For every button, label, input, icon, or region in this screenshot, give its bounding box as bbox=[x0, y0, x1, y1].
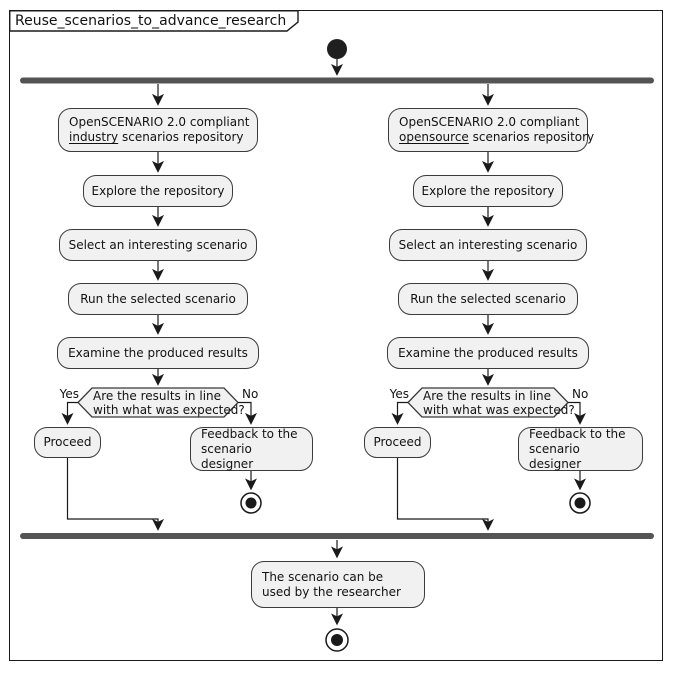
left-flow-final-node bbox=[241, 493, 261, 513]
frame-title: Reuse_scenarios_to_advance_research bbox=[15, 13, 287, 29]
decision-right-label: Are the results in line with what was expected? bbox=[423, 389, 575, 417]
activity-right-proceed: Proceed bbox=[364, 427, 431, 458]
left-yes-label: Yes bbox=[59, 387, 79, 401]
underlined-opensource: opensource bbox=[399, 130, 469, 144]
activity-left-run: Run the selected scenario bbox=[68, 283, 248, 315]
right-yes-label: Yes bbox=[389, 387, 409, 401]
right-flow-final-node bbox=[570, 493, 590, 513]
activity-opensource-repository bbox=[388, 108, 595, 152]
activity-right-run: Run the selected scenario bbox=[398, 283, 578, 315]
activity-right-feedback: Feedback to the scenario designer bbox=[518, 427, 643, 471]
decision-left-label: Are the results in line with what was expected? bbox=[93, 389, 245, 417]
activity-opensource-repository-text: OpenSCENARIO 2.0 compliant opensource scenarios repository bbox=[399, 115, 595, 144]
activity-final-result: The scenario can be used by the researcher bbox=[251, 561, 425, 608]
fork-bar bbox=[20, 78, 654, 84]
underlined-industry: industry bbox=[69, 130, 119, 144]
edge-left-yes-to-proceed bbox=[68, 403, 79, 423]
start-node bbox=[327, 39, 347, 59]
activity-right-select: Select an interesting scenario bbox=[389, 229, 587, 261]
join-bar bbox=[20, 533, 654, 539]
edge-right-proceed-to-join bbox=[398, 458, 489, 529]
edge-left-proceed-to-join bbox=[68, 458, 159, 529]
activity-left-proceed: Proceed bbox=[34, 427, 101, 458]
activity-left-select: Select an interesting scenario bbox=[59, 229, 257, 261]
activity-final-node bbox=[326, 629, 348, 651]
right-no-label: No bbox=[572, 387, 589, 401]
activity-right-explore: Explore the repository bbox=[413, 175, 563, 207]
activity-industry-repository bbox=[58, 108, 258, 152]
activity-left-explore: Explore the repository bbox=[83, 175, 233, 207]
activity-left-examine: Examine the produced results bbox=[57, 337, 259, 369]
activity-left-feedback: Feedback to the scenario designer bbox=[190, 427, 313, 471]
activity-industry-repository-text: OpenSCENARIO 2.0 compliant industry scenarios repository bbox=[69, 115, 250, 144]
edge-right-yes-to-proceed bbox=[398, 403, 409, 423]
activity-right-examine: Examine the produced results bbox=[387, 337, 589, 369]
left-no-label: No bbox=[242, 387, 259, 401]
